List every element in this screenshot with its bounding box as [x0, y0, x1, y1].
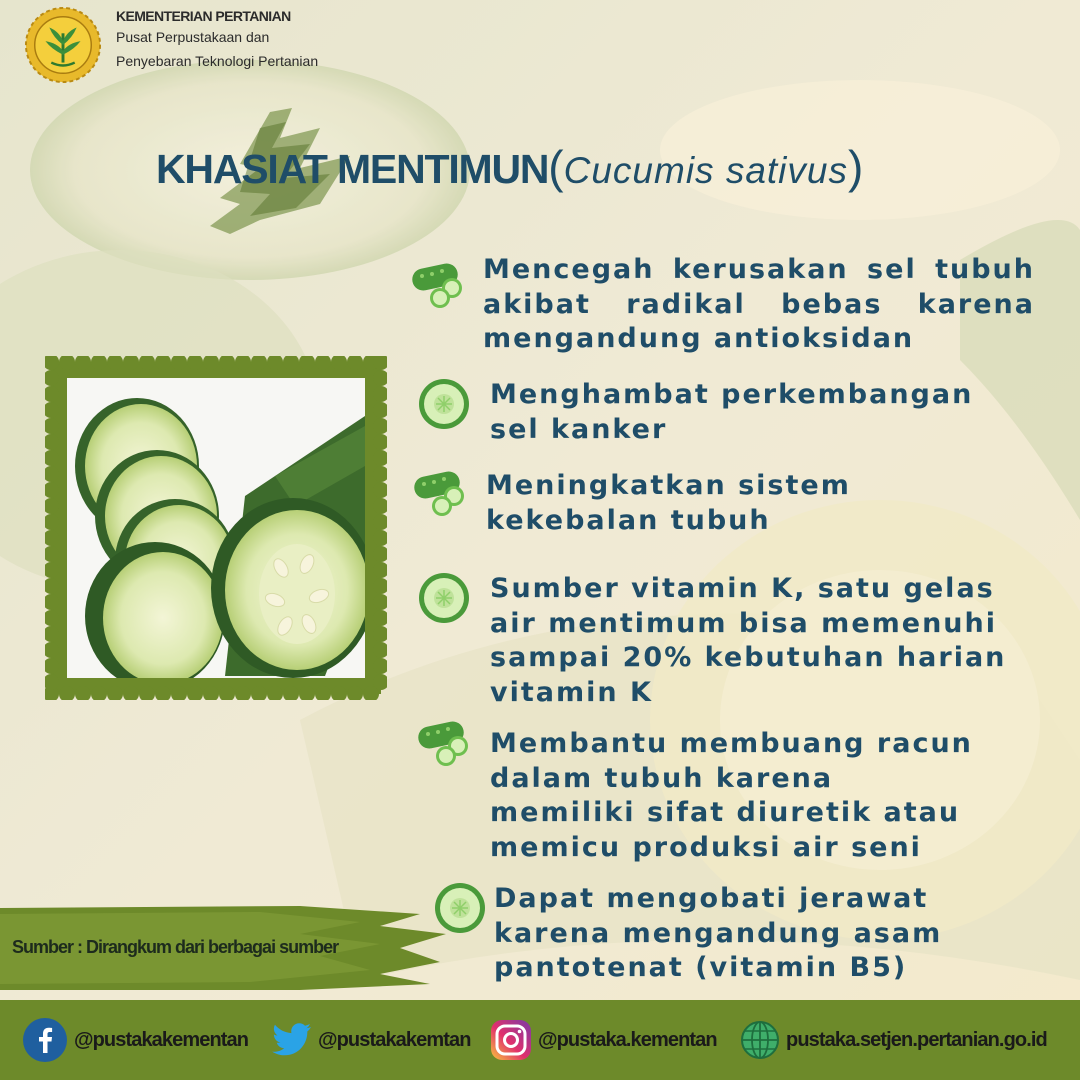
- benefit-text: Sumber vitamin K, satu gelas air mentimum bisa memenuhi sampai 20% kebutuhan harian vitamin K: [490, 573, 1007, 708]
- twitter-link[interactable]: [272, 1016, 471, 1064]
- cucumber-photo-frame: [45, 356, 387, 700]
- cucumber-icon: [412, 468, 470, 518]
- benefit-text: Dapat mengobati jerawat karena mengandung asam pantotenat (vitamin B5): [494, 883, 943, 983]
- benefit-text: Membantu membuang racun dalam tubuh karena memiliki sifat diuretik atau memicu produksi air seni: [490, 728, 973, 863]
- cucumber-icon: [410, 260, 468, 310]
- instagram-link[interactable]: [490, 1016, 717, 1064]
- twitter-handle: @pustakakemtan: [318, 1028, 471, 1051]
- instagram-handle: @pustaka.kementan: [538, 1028, 717, 1051]
- title-scientific-name: Cucumis sativus: [563, 150, 848, 191]
- source-note: Sumber : Dirangkum dari berbagai sumber: [12, 937, 339, 957]
- page-title: [156, 140, 863, 194]
- organization-header: [116, 8, 318, 72]
- org-subtitle-line-2: Penyebaran Teknologi Pertanian: [116, 53, 319, 69]
- facebook-handle: @pustakakementan: [74, 1028, 249, 1051]
- facebook-icon: [22, 1017, 68, 1063]
- globe-icon: [740, 1020, 780, 1060]
- cucumber-slice-icon: [418, 378, 470, 430]
- facebook-link[interactable]: [22, 1016, 248, 1064]
- kementerian-pertanian-logo: [24, 6, 102, 84]
- benefit-text: Mencegah kerusakan sel tubuh akibat radikal bebas karena mengandung antioksidan: [483, 254, 1035, 354]
- benefit-text: Meningkatkan sistem kekebalan tubuh: [486, 470, 851, 536]
- title-paren-close: ): [847, 141, 864, 193]
- benefit-text: Menghambat perkembangan sel kanker: [490, 379, 974, 445]
- org-name: KEMENTERIAN PERTANIAN: [116, 8, 291, 24]
- twitter-icon: [272, 1022, 312, 1058]
- instagram-icon: [490, 1019, 532, 1061]
- org-subtitle-line-1: Pusat Perpustakaan dan: [116, 29, 270, 45]
- cucumber-icon: [416, 718, 474, 768]
- title-main: KHASIAT MENTIMUN: [156, 146, 549, 192]
- website-link[interactable]: [740, 1016, 1047, 1064]
- title-paren-open: (: [548, 141, 564, 193]
- cucumber-slice-icon: [418, 572, 470, 624]
- website-url: pustaka.setjen.pertanian.go.id: [786, 1028, 1047, 1051]
